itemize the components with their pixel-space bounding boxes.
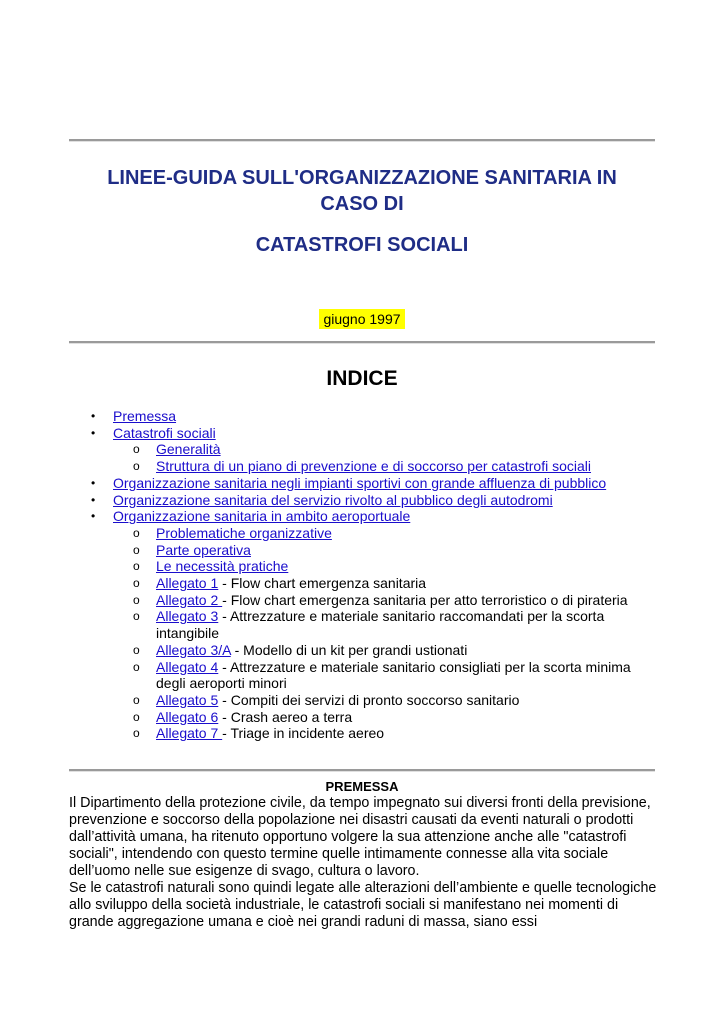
- toc-link[interactable]: Allegato 5: [156, 691, 219, 708]
- toc-item-description: - Crash aereo a terra: [218, 708, 353, 725]
- toc-item: [69, 475, 655, 492]
- document-date: giugno 1997: [319, 309, 404, 329]
- circle-bullet-icon: o: [133, 576, 140, 591]
- toc-item: [69, 425, 655, 442]
- document-title: [69, 165, 655, 217]
- toc-item: [69, 725, 655, 742]
- date-divider: [69, 341, 655, 344]
- top-divider: [69, 139, 655, 142]
- toc-link[interactable]: Parte operativa: [156, 541, 251, 558]
- toc-item: [69, 542, 655, 559]
- circle-bullet-icon: o: [133, 542, 140, 557]
- toc-link[interactable]: Organizzazione sanitaria negli impianti sportivi con grande affluenza di pubblico: [113, 474, 607, 491]
- disc-bullet-icon: •: [91, 425, 96, 440]
- disc-bullet-icon: •: [91, 409, 96, 423]
- toc-item-description: - Attrezzature e materiale sanitario consigliati per la scorta minima degli aeroporti minori: [156, 658, 631, 692]
- toc-item: [69, 558, 655, 575]
- toc-link[interactable]: Allegato 6: [156, 708, 219, 725]
- premessa-paragraph-1: Il Dipartimento della protezione civile, da tempo impegnato sui diversi fronti della previsione, prevenzione e soccorso della popolazione nei disastri causati da eventi naturali o prodotti dall’attività umana, ha ritenuto opportuno volgere la sua attenzione anche alle "catastrofi sociali", intendendo con questo termine quelle intimamente connesse alla vita sociale dell’uomo nelle sue esigenze di svago, cultura o lavoro.: [69, 795, 651, 879]
- document-subtitle: CATASTROFI SOCIALI: [255, 234, 469, 256]
- table-of-contents: [69, 408, 655, 742]
- toc-item: [69, 492, 655, 509]
- toc-item-description: - Modello di un kit per grandi ustionati: [230, 641, 468, 658]
- toc-item-description: - Attrezzature e materiale sanitario raccomandati per la scorta intangibile: [156, 608, 605, 642]
- toc-item: [69, 441, 655, 458]
- toc-item: [69, 608, 655, 641]
- circle-bullet-icon: o: [133, 726, 140, 741]
- toc-item-description: - Compiti dei servizi di pronto soccorso sanitario: [218, 691, 520, 708]
- toc-list: [69, 408, 655, 742]
- toc-link[interactable]: Premessa: [113, 408, 177, 424]
- toc-link[interactable]: Allegato 2: [156, 591, 223, 608]
- toc-item: [69, 508, 655, 525]
- index-heading: INDICE: [326, 367, 398, 390]
- section-divider: [69, 769, 655, 772]
- disc-bullet-icon: •: [91, 475, 96, 490]
- toc-item-description: - Triage in incidente aereo: [222, 725, 385, 742]
- toc-item-description: - Flow chart emergenza sanitaria per atto terroristico o di pirateria: [222, 591, 628, 608]
- toc-item: [69, 709, 655, 726]
- circle-bullet-icon: o: [133, 559, 140, 574]
- circle-bullet-icon: o: [133, 642, 140, 657]
- toc-link[interactable]: Organizzazione sanitaria del servizio rivolto al pubblico degli autodromi: [113, 491, 553, 508]
- toc-item: [69, 642, 655, 659]
- toc-link[interactable]: Problematiche organizzative: [156, 524, 332, 541]
- toc-item-description: - Flow chart emergenza sanitaria: [218, 575, 427, 592]
- circle-bullet-icon: o: [133, 692, 140, 707]
- toc-link[interactable]: Allegato 3: [156, 608, 219, 625]
- toc-item: [69, 525, 655, 542]
- disc-bullet-icon: •: [91, 509, 96, 524]
- toc-link[interactable]: Allegato 1: [156, 575, 219, 592]
- circle-bullet-icon: o: [133, 442, 140, 457]
- title-line-1: LINEE-GUIDA SULL'ORGANIZZAZIONE SANITARIA IN: [107, 167, 617, 189]
- premessa-text: [69, 795, 659, 931]
- disc-bullet-icon: •: [91, 492, 96, 507]
- premessa-paragraph-2: Se le catastrofi naturali sono quindi legate alle alterazioni dell’ambiente e quelle tecnologiche allo sviluppo della società industriale, le catastrofi sociali si manifestano nei momenti di grande aggregazione umana e cioè nei grandi raduni di massa, siano essi: [69, 880, 657, 930]
- premessa-heading: PREMESSA: [325, 779, 399, 794]
- toc-link[interactable]: Organizzazione sanitaria in ambito aeroportuale: [113, 508, 411, 525]
- toc-item: [69, 659, 655, 692]
- date-container: [69, 309, 655, 329]
- toc-link[interactable]: Allegato 4: [156, 658, 219, 675]
- title-line-2: CASO DI: [320, 193, 404, 215]
- circle-bullet-icon: o: [133, 525, 140, 540]
- toc-link[interactable]: Struttura di un piano di prevenzione e di soccorso per catastrofi sociali: [156, 458, 592, 475]
- toc-link[interactable]: Allegato 7: [156, 725, 223, 742]
- toc-link[interactable]: Catastrofi sociali: [113, 424, 216, 441]
- toc-item: [69, 408, 655, 425]
- circle-bullet-icon: o: [133, 592, 140, 607]
- toc-link[interactable]: Le necessità pratiche: [156, 558, 289, 575]
- circle-bullet-icon: o: [133, 709, 140, 724]
- toc-link[interactable]: Allegato 3/A: [156, 641, 231, 658]
- toc-item: [69, 458, 655, 475]
- toc-link[interactable]: Generalità: [156, 441, 221, 458]
- toc-item: [69, 575, 655, 592]
- toc-item: [69, 592, 655, 609]
- circle-bullet-icon: o: [133, 659, 140, 674]
- circle-bullet-icon: o: [133, 609, 140, 624]
- circle-bullet-icon: o: [133, 459, 140, 474]
- toc-item: [69, 692, 655, 709]
